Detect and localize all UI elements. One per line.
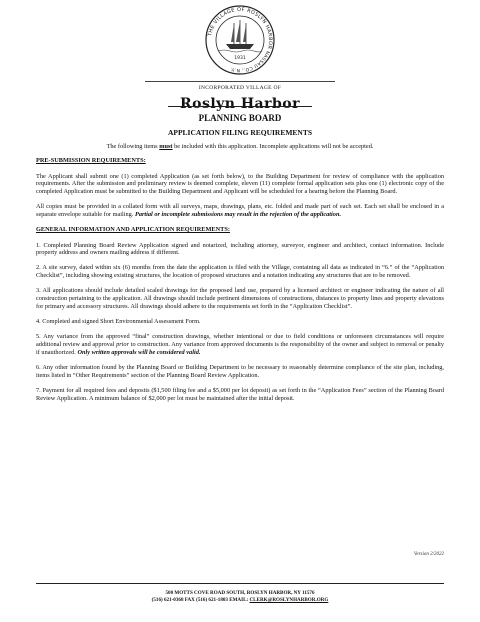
intro-line: [36, 143, 444, 151]
seal-ring-text: THE VILLAGE OF ROSLYN HARBOR: [207, 6, 274, 50]
intro-before: The following items: [106, 143, 160, 150]
village-label: INCORPORATED VILLAGE OF: [195, 85, 285, 91]
footer-email-link[interactable]: CLERK@ROSLYNHARBOR.ORG: [249, 597, 329, 603]
item5-text-b: to construction. Any variance from approved documents is the responsibility of the owner and subject to removal or penalty if unauthorized.: [36, 340, 444, 356]
seal-year: 1931: [234, 56, 246, 61]
general-item-7: 7. Payment for all required fees and deposits ($1,500 filing fee and a $5,000 per lot deposit) as set forth in the “Application Fees” section of the Planning Board Review Application. A minimum balance of $2,000 per lot must be maintained after the initial deposit.: [36, 386, 444, 402]
footer: [0, 590, 480, 604]
item5-text-a: 5. Any variance from the approved “final” construction drawings, whether intentional or due to field conditions or unforeseen circumstances will require additional review and approval: [36, 332, 444, 348]
ship-icon: [218, 20, 262, 52]
intro-must: must: [159, 143, 173, 150]
copies-emphasis: Partial or incomplete submissions may result in the rejection of the application.: [134, 211, 342, 219]
pre-submission-heading: PRE-SUBMISSION REQUIREMENTS:: [36, 157, 146, 165]
seal-graphic: [204, 4, 276, 76]
general-item-1: 1. Completed Planning Board Review Application signed and notarized, including attorney, surveyor, engineer and architect, contact information. Include property address and owners mailing address if different.: [36, 241, 444, 257]
filing-title: APPLICATION FILING REQUIREMENTS: [167, 128, 313, 137]
village-name: Roslyn Harbor: [179, 96, 301, 112]
header-underline: [168, 106, 312, 107]
board-title: PLANNING BOARD: [198, 113, 282, 123]
general-item-5: [36, 333, 444, 357]
requirements-body: [36, 143, 444, 410]
footer-address: 500 MOTTS COVE ROAD SOUTH, ROSLYN HARBOR, NY 11576: [165, 590, 315, 596]
item5-prior: prior: [116, 340, 130, 348]
footer-rule: [36, 583, 444, 584]
version-label: Version 2/2022: [413, 552, 444, 557]
item5-bold: Only written approvals will be considered valid.: [77, 348, 201, 356]
footer-contact-line: [0, 597, 480, 604]
seal-ring-suffix: NASSAU CO., N.Y.: [230, 49, 270, 73]
copies-text: All copies must be provided in a collated form with all surveys, maps, drawings, plans, etc. folded and made part of each set. Each set shall be enclosed in a separate envelope suitable for mailing.: [36, 203, 444, 219]
general-heading: GENERAL INFORMATION AND APPLICATION REQUIREMENTS:: [36, 226, 230, 234]
footer-contact: (516) 621-0368 FAX (516) 621-1803 EMAIL:: [151, 597, 250, 603]
intro-after: be included with this application. Incomplete applications will not be accepted.: [172, 143, 374, 150]
pre-submission-text: The Applicant shall submit one (1) completed Application (as set forth below), to the Building Department for review of compliance with the application requirements. After the submission and preliminary review is deemed complete, eleven (11) complete formal application sets plus one (1) electronic copy of the completed Application must be submitted to the Building Department and Applicant will be scheduled for a hearing before the Planning Board.: [36, 172, 444, 196]
village-seal: [204, 4, 276, 76]
general-item-2: 2. A site survey, dated within six (6) months from the date the application is filed with the Village, containing all data as indicated in “6.” of the “Application Checklist”, including showing existing structures, the location of proposed structures and a notation indicating any structures that are to be removed.: [36, 263, 444, 279]
general-item-4: 4. Completed and signed Short Environmental Assessment Form.: [36, 317, 201, 325]
copies-paragraph: [36, 203, 444, 219]
general-item-3: 3. All applications should include detailed scaled drawings for the proposed land use, prepared by a licensed architect or engineer indicating the nature of all construction pertaining to the application. All drawings should include pertinent dimensions of constructions, distances to property lines and property elevations for primary and accessory structures. All drawings should adhere to the requirements set forth in the “Application Checklist”.: [36, 286, 444, 310]
general-item-6: 6. Any other information found by the Planning Board or Building Department to be necessary to reasonably determine compliance of the site plan, including, items listed in “Other Requirements” section of the Planning Board Review Application.: [36, 363, 444, 379]
